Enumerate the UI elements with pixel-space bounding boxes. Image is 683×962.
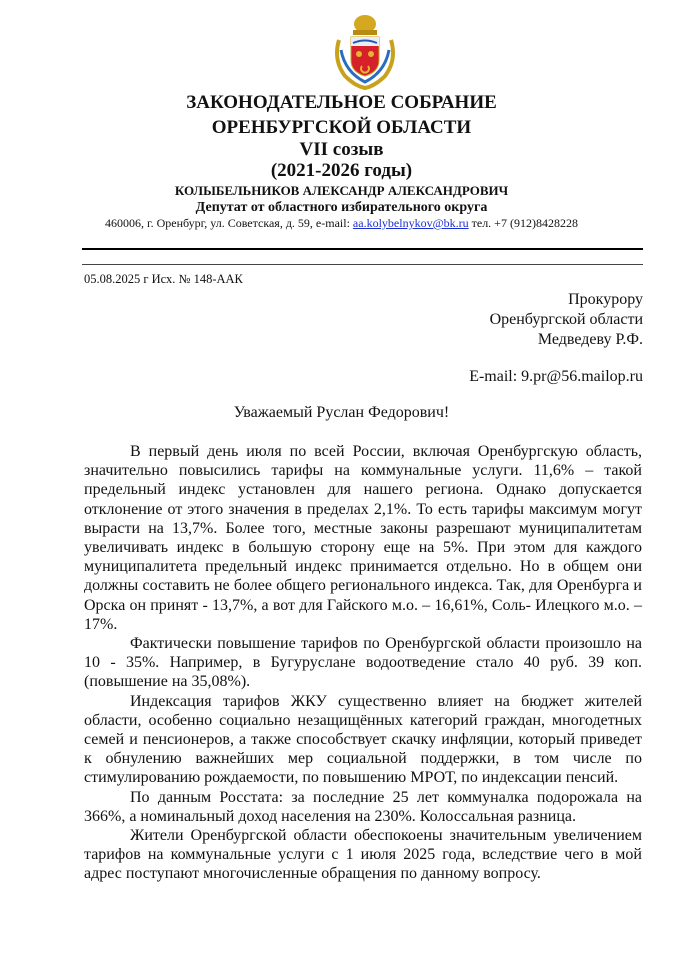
deputy-name: КОЛЫБЕЛЬНИКОВ АЛЕКСАНДР АЛЕКСАНДРОВИЧ: [174, 183, 509, 198]
contact-address: [0, 216, 683, 231]
recipient-block: [490, 290, 643, 350]
paragraph: В первый день июля по всей России, включая Оренбургскую область, значительно повысились тарифы на коммунальные услуги. 11,6% – такой предельный индекс установлен для нашего региона. Однако допускается отклонение от этого значения в пределах 2,1%. То есть тарифы максимум могут вырасти на 13,7%. Более того, местные законы разрешают муниципалитетам увеличивать индекс в большую сторону еще на 5%. При этом для каждого муниципалитета предельный индекс принимается отдельно. Но в общем они должны составить не более общего регионального индекса. Так, для Оренбурга и Орска он принят - 13,7%, а вот для Гайского м.о. – 16,61%, Соль- Илецкого м.о. – 17%.: [84, 443, 642, 633]
phone-text: тел. +7 (912)8428228: [468, 216, 578, 230]
header-divider-thick: [82, 248, 643, 250]
convocation: VII созыв: [299, 139, 384, 160]
recipient-line2: Оренбургской области: [489, 311, 643, 328]
paragraph: Фактически повышение тарифов по Оренбургской области произошло на 10 - 35%. Например, в Бугуруслане водоотведение стало 40 руб. 39 коп. (повышение на 35,08%).: [84, 635, 642, 691]
recipient-line1: Прокурору: [568, 291, 643, 308]
coat-of-arms-icon: [331, 10, 399, 90]
deputy-email-link[interactable]: aa.kolybelnykov@bk.ru: [352, 216, 469, 230]
org-name-line1: ЗАКОНОДАТЕЛЬНОЕ СОБРАНИЕ: [186, 92, 497, 113]
header-divider-thin: [82, 264, 643, 265]
recipient-email: E-mail: 9.pr@56.mailop.ru: [469, 368, 643, 385]
outgoing-reference: 05.08.2025 г Исх. № 148-ААК: [84, 272, 243, 286]
paragraph: Жители Оренбургской области обеспокоены значительным увеличением тарифов на коммунальные услуги с 1 июля 2025 года, вследствие чего в мой адрес поступают многочисленные обращения по данному вопросу.: [84, 827, 642, 883]
deputy-title: Депутат от областного избирательного округа: [195, 200, 488, 215]
address-text: 460006, г. Оренбург, ул. Советская, д. 59, e-mail:: [105, 216, 353, 230]
convocation-years: (2021-2026 годы): [270, 160, 413, 181]
paragraph: Индексация тарифов ЖКУ существенно влияет на бюджет жителей области, особенно социально незащищённых категорий граждан, многодетных семей и пенсионеров, а также способствует скачку инфляции, который приведет к обнулению важнейших мер социальной поддержки, в том числе по стимулированию рождаемости, по повышению МРОТ, по индексации пенсий.: [84, 692, 642, 787]
org-name-line2: ОРЕНБУРГСКОЙ ОБЛАСТИ: [211, 117, 472, 138]
recipient-line3: Медведеву Р.Ф.: [537, 331, 643, 348]
greeting: Уважаемый Руслан Федорович!: [233, 404, 450, 421]
paragraph: По данным Росстата: за последние 25 лет коммуналка подорожала на 366%, а номинальный доход населения на 230%. Колоссальная разница.: [84, 788, 642, 825]
letter-body: [84, 442, 642, 884]
